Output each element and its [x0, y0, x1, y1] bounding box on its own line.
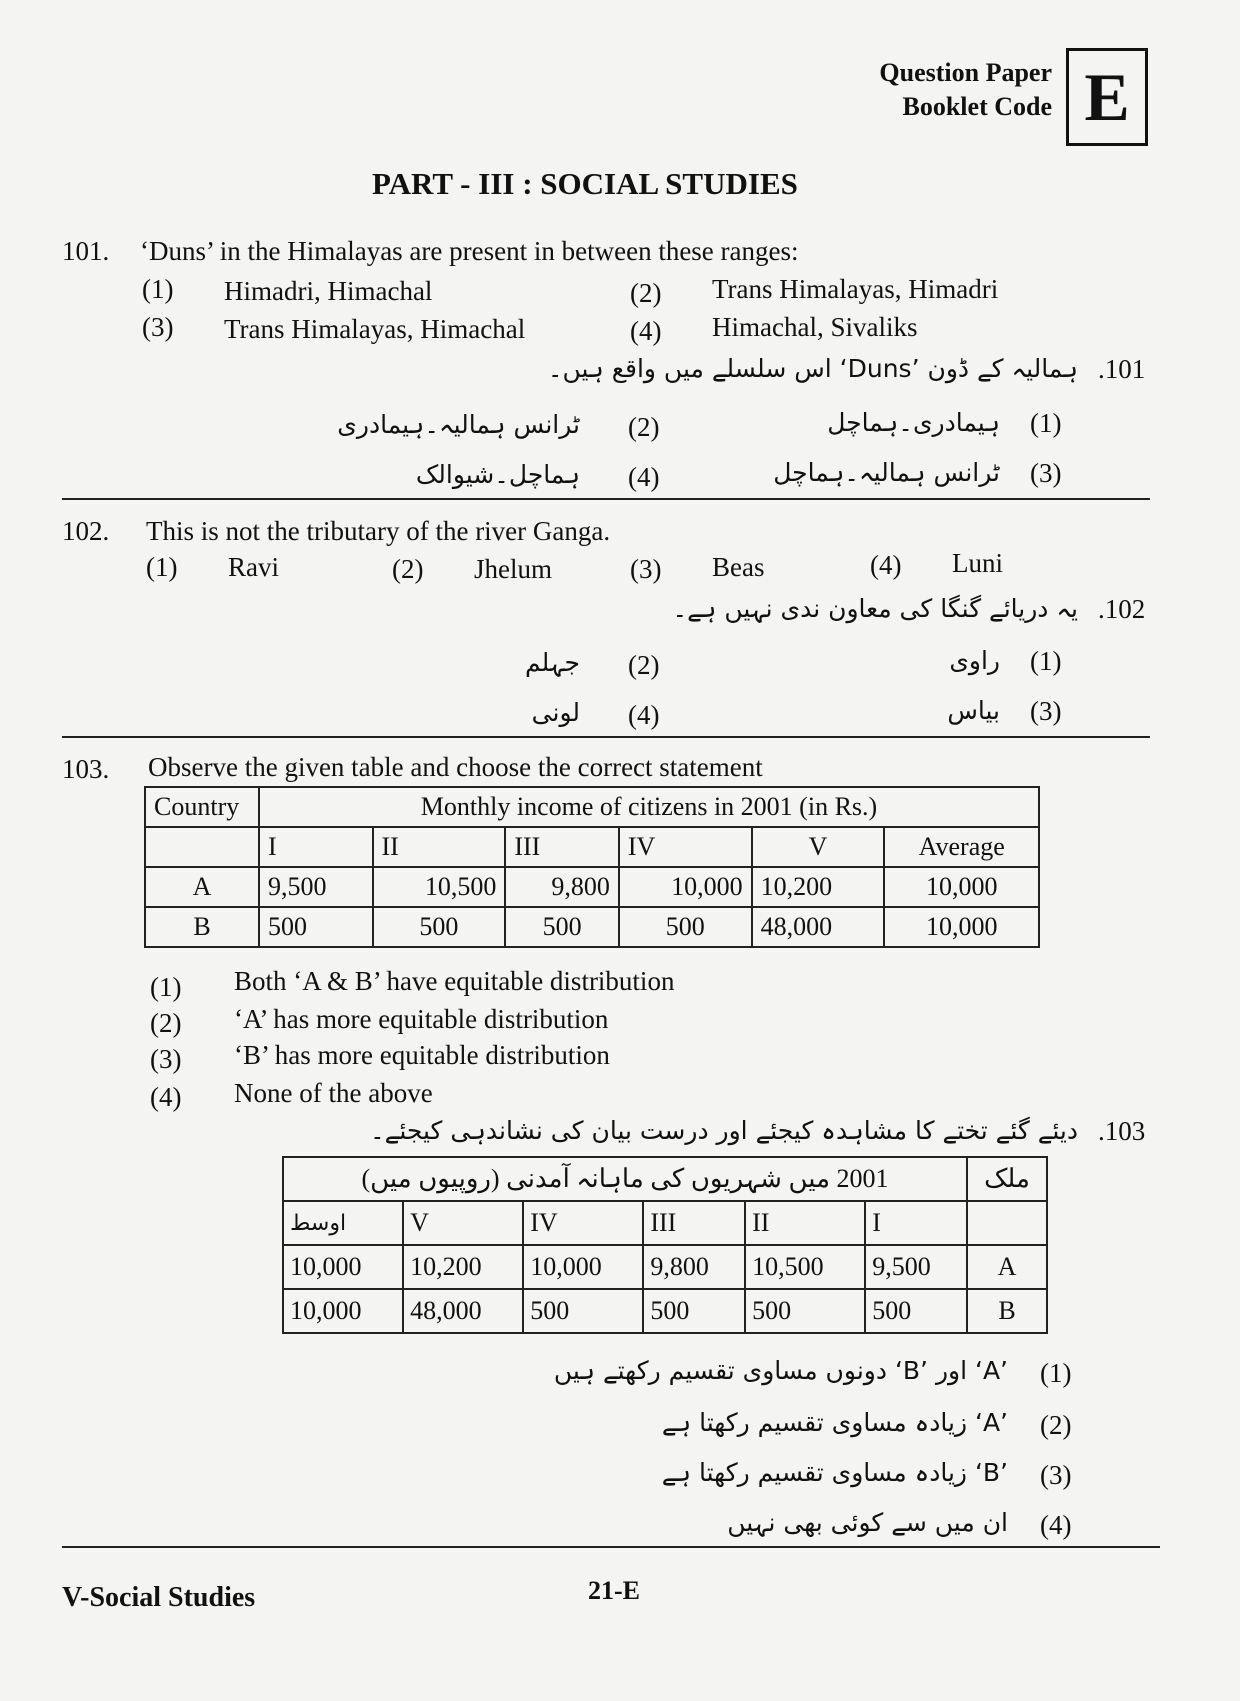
table-cell: 500	[505, 907, 619, 947]
q101-ur-opt3-num: (3)	[1030, 458, 1062, 488]
q102-ur-opt2-num: (2)	[628, 650, 660, 680]
table-cell: 500	[865, 1289, 967, 1333]
q101-text: ‘Duns’ in the Himalayas are present in between these ranges:	[140, 236, 799, 266]
q102-ur-opt1-text: راوی	[949, 646, 1000, 675]
q103-number: 103.	[62, 754, 110, 784]
q103-opt4-text: None of the above	[234, 1078, 433, 1108]
table-cell: 500	[643, 1289, 745, 1333]
q101-opt3-num: (3)	[142, 312, 174, 342]
income-header-ur: 2001 میں شہریوں کی ماہانہ آمدنی (روپیوں میں)	[283, 1157, 967, 1201]
q103-ur-opt3-text: ’B‘ زیادہ مساوی تقسیم رکھتا ہے	[661, 1458, 1008, 1487]
table-row	[283, 1201, 1047, 1245]
col-header: V	[403, 1201, 523, 1245]
table-cell: 10,500	[373, 867, 506, 907]
q103-opt1-num: (1)	[150, 972, 182, 1002]
table-cell: 500	[619, 907, 752, 947]
table-cell: 10,000	[619, 867, 752, 907]
table-row	[283, 1289, 1047, 1333]
table-cell: 10,000	[884, 867, 1039, 907]
q102-opt4-num: (4)	[870, 550, 902, 580]
q103-opt3-text: ‘B’ has more equitable distribution	[234, 1040, 610, 1070]
q101-ur-opt2-num: (2)	[628, 412, 660, 442]
table-cell: 500	[373, 907, 506, 947]
col-header: V	[752, 827, 885, 867]
table-cell: 10,200	[752, 867, 885, 907]
table-cell: 10,000	[523, 1245, 643, 1289]
booklet-code-label	[790, 56, 1052, 124]
q103-ur-opt3-num: (3)	[1040, 1460, 1072, 1490]
col-header: I	[259, 827, 373, 867]
q102-ur-opt1-num: (1)	[1030, 646, 1062, 676]
q103-ur-opt1-num: (1)	[1040, 1358, 1072, 1388]
q102-ur-number: .102	[1098, 594, 1146, 624]
table-row	[283, 1157, 1047, 1201]
q103-ur-text: دیئے گئے تختے کا مشاہدہ کیجئے اور درست بیان کی نشاندہی کیجئے۔	[370, 1116, 1078, 1145]
q102-ur-opt4-text: لونی	[531, 698, 580, 727]
q102-ur-text: یہ دریائے گنگا کی معاون ندی نہیں ہے۔	[672, 594, 1078, 623]
table-cell: 10,200	[403, 1245, 523, 1289]
divider-1	[62, 498, 1150, 500]
table-row	[145, 867, 1039, 907]
col-header: Average	[884, 827, 1039, 867]
q101-opt1-text: Himadri, Himachal	[224, 276, 433, 306]
table-cell: 500	[259, 907, 373, 947]
q102-ur-opt2-text: جہلم	[524, 648, 580, 677]
booklet-code-box: E	[1066, 48, 1148, 146]
table-cell: 9,500	[259, 867, 373, 907]
divider-2	[62, 736, 1150, 738]
q103-opt1-text: Both ‘A & B’ have equitable distribution	[234, 966, 675, 996]
q101-ur-number: .101	[1098, 354, 1146, 384]
q102-ur-opt3-num: (3)	[1030, 696, 1062, 726]
q103-table-ur	[282, 1156, 1048, 1334]
q103-ur-opt2-num: (2)	[1040, 1410, 1072, 1440]
footer-subject: V-Social Studies	[62, 1582, 256, 1613]
q101-ur-opt4-num: (4)	[628, 462, 660, 492]
table-row	[283, 1245, 1047, 1289]
q103-ur-number: .103	[1098, 1116, 1146, 1146]
q102-opt3-num: (3)	[630, 554, 662, 584]
q101-ur-opt2-text: ٹرانس ہمالیہ۔ہیمادری	[337, 410, 580, 439]
table-row	[145, 907, 1039, 947]
q103-ur-opt1-text: ’A‘ اور ’B‘ دونوں مساوی تقسیم رکھتے ہیں	[553, 1356, 1008, 1385]
table-cell: 9,800	[643, 1245, 745, 1289]
q103-opt2-num: (2)	[150, 1008, 182, 1038]
col-header: IV	[619, 827, 752, 867]
q101-opt4-num: (4)	[630, 316, 662, 346]
country-header: Country	[145, 787, 259, 827]
row-country: B	[967, 1289, 1047, 1333]
row-country: B	[145, 907, 259, 947]
col-header: IV	[523, 1201, 643, 1245]
table-cell: 10,000	[283, 1245, 403, 1289]
table-cell: 9,800	[505, 867, 619, 907]
q102-opt1-text: Ravi	[228, 552, 279, 582]
income-header: Monthly income of citizens in 2001 (in Rs.)	[259, 787, 1039, 827]
booklet-code-label-line1: Question Paper	[879, 58, 1052, 87]
table-cell: 10,000	[283, 1289, 403, 1333]
q102-opt1-num: (1)	[146, 552, 178, 582]
booklet-code-label-line2: Booklet Code	[902, 92, 1052, 121]
q102-opt3-text: Beas	[712, 552, 765, 582]
q101-opt4-text: Himachal, Sivaliks	[712, 312, 918, 342]
q101-ur-opt1-text: ہیمادری۔ہماچل	[827, 408, 1000, 437]
divider-footer	[62, 1546, 1160, 1548]
table-cell: 9,500	[865, 1245, 967, 1289]
q102-opt2-text: Jhelum	[474, 554, 552, 584]
col-header: II	[373, 827, 506, 867]
col-header: I	[865, 1201, 967, 1245]
table-row	[145, 827, 1039, 867]
table-row	[145, 787, 1039, 827]
q102-ur-opt4-num: (4)	[628, 700, 660, 730]
col-header: III	[505, 827, 619, 867]
q103-table-en	[144, 786, 1040, 948]
q103-opt3-num: (3)	[150, 1044, 182, 1074]
q101-ur-text: ہمالیہ کے ڈون ’Duns‘ اس سلسلے میں واقع ہیں۔	[547, 354, 1078, 383]
q103-text: Observe the given table and choose the correct statement	[148, 752, 763, 782]
q101-ur-opt3-text: ٹرانس ہمالیہ۔ہماچل	[773, 458, 1000, 487]
row-country: A	[145, 867, 259, 907]
footer-page-number: 21-E	[588, 1576, 640, 1605]
q103-ur-opt4-text: ان میں سے کوئی بھی نہیں	[727, 1508, 1008, 1537]
q101-ur-opt1-num: (1)	[1030, 408, 1062, 438]
col-header: II	[745, 1201, 865, 1245]
q103-opt2-text: ‘A’ has more equitable distribution	[234, 1004, 609, 1034]
q101-opt2-text: Trans Himalayas, Himadri	[712, 274, 999, 304]
q102-text: This is not the tributary of the river Ganga.	[146, 516, 611, 546]
q101-opt3-text: Trans Himalayas, Himachal	[224, 314, 526, 344]
table-cell: 500	[523, 1289, 643, 1333]
row-country: A	[967, 1245, 1047, 1289]
q102-ur-opt3-text: بیاس	[947, 696, 1000, 725]
q102-opt4-text: Luni	[952, 548, 1003, 578]
q103-ur-opt4-num: (4)	[1040, 1510, 1072, 1540]
table-cell: 10,500	[745, 1245, 865, 1289]
table-cell: 48,000	[403, 1289, 523, 1333]
table-cell: 500	[745, 1289, 865, 1333]
q103-opt4-num: (4)	[150, 1082, 182, 1112]
page-title: PART - III : SOCIAL STUDIES	[372, 166, 798, 201]
q101-opt1-num: (1)	[142, 274, 174, 304]
q101-opt2-num: (2)	[630, 278, 662, 308]
col-header: اوسط	[283, 1201, 403, 1245]
table-cell: 10,000	[884, 907, 1039, 947]
q103-ur-opt2-text: ’A‘ زیادہ مساوی تقسیم رکھتا ہے	[661, 1408, 1008, 1437]
table-cell: 48,000	[752, 907, 885, 947]
q102-opt2-num: (2)	[392, 554, 424, 584]
q101-number: 101.	[62, 236, 110, 266]
col-header: III	[643, 1201, 745, 1245]
q102-number: 102.	[62, 516, 110, 546]
country-header-ur: ملک	[967, 1157, 1047, 1201]
q101-ur-opt4-text: ہماچل۔شیوالک	[415, 460, 580, 489]
